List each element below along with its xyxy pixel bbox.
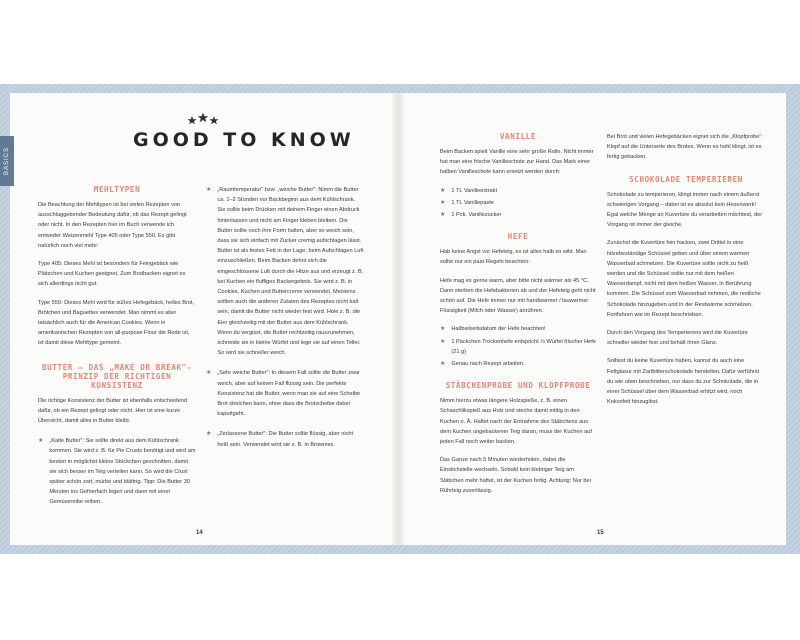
schokolade-paragraph: Zunächst die Kuvertüre fein hacken, zwei Drittel in eine hitzebeständige Schüssel geben und über einem warmen Wasserbad schmelzen. Die Kuvertüre sollte nicht zu heiß werden und die Schüssel sollte nur mit dem heißen Wasserdampf, nicht mit dem heißen Wasser, in Berührung kommen. Die Schüssel vom Wasserbad nehmen, die restliche Schokolade hinzugeben und in der Restwärme schmelzen. Fortfahren wie im Rezept beschrieben. — [607, 240, 761, 318]
star-bullet-icon: ★ — [440, 199, 446, 206]
list-item — [206, 429, 364, 449]
star-bullet-icon: ★ — [38, 438, 44, 445]
schokolade-paragraph: Durch den Vorgang des Temperierens wird die Kuvertüre schneller wieder fest und behält ihren Glanz. — [607, 330, 748, 347]
mehltypen-paragraph: Type 550: Dieses Mehl wird für süßes Hefegebäck, helles Brot, Brötchen und Baguettes verwendet. Man nimmt es aber tatsächlich auch für die American Cookies. Wenn in amerikanischen Rezepten von all-purpose Flour die Rede ist, ist damit diese Mehltype gemeint. — [38, 299, 195, 347]
page-title: GOOD TO KNOW — [133, 129, 355, 151]
side-tab-label: BASICS — [4, 146, 11, 176]
butter-intro: Die richtige Konsistenz der Butter ist ebenfalls entscheidend dafür, ob ein Rezept gelingt oder nicht. Hier ist eine kurze Übersicht, damit alles in Butter bleibt. — [38, 397, 187, 425]
staebchenprobe-paragraph: Das Ganze nach 5 Minuten wiederholen, dabei die Einstichstelle wechseln. Sobald kein klebriger Teig am Stäbchen mehr haftet, ist der Kuchen fertig. Achtung: Nur bei Rührteig zuverlässig. — [440, 457, 591, 494]
list-item — [38, 436, 196, 507]
star-bullet-icon: ★ — [440, 187, 446, 194]
list-item: ★ Genau nach Rezept arbeiten. — [440, 359, 596, 369]
stars-icon — [187, 112, 219, 126]
vanille-paragraph: Beim Backen spielt Vanille eine sehr große Rolle. Nicht immer hat man eine frische Vanilleschote zur Hand. Das Mark einer halben Vanilleschote kann ersetzt werden durch: — [440, 149, 594, 176]
staebchenprobe-heading: STÄBCHENPROBE UND KLOPFPROBE — [445, 381, 591, 391]
mehltypen-paragraph: Type 405: Dieses Mehl ist besonders für Feingebäck wie Plätzchen und Kuchen geeignet. Zum Brotbacken eignet es sich allerdings nicht gut. — [38, 261, 186, 288]
hefe-heading: HEFE — [507, 232, 529, 242]
raumtemperatur-text: „Raumtemperatur" bzw. „weiche Butter": Nimm die Butter ca. 1–2 Stunden vor Backbeginn aus dem Kühlschrank. Sie sollte beim Drücken mit deinem Finger einen Abdruck hinterlassen und nicht am Finger kleben bleiben. Die Butter sollte noch ihre Form halten, aber so weich sein, dass sie sich einfach mit Zucker cremig aufschlagen lässt. Butter ist als festes Fett in der Lage, beim Aufschlagen Luft einzuschließen. Beim Backen dehnt sich die eingeschlossene Luft durch die Hitze aus und erzeugt z. B. bei Kuchen ein fluffiges Backergebnis. Sie wird z. B. in Cookies, Kuchen und Buttercreme verwendet. Meistens sollten auch die anderen Zutaten des Rezeptes nicht kalt sein, damit die Butter nicht wieder fest wird. Hole z. B. die Eier gleichzeitig mit der Butter aus dem Kühlschrank. Wenn du vergisst, die Butter rechtzeitig rauszunehmen, schneide sie in kleine Würfel und lege sie auf einen Teller. So wird sie schneller weich. — [217, 187, 364, 357]
left-column-2 — [206, 185, 364, 450]
mehltypen-paragraph: Die Beachtung der Mehltypen ist bei vielen Rezepten von ausschlaggebender Bedeutung dafür, ob das Rezept gelingt oder nicht. In den Rezepten hier im Buch verwende ich entweder Weizenmehl Type 405 oder Type 550. Es gibt natürlich noch viel mehr: — [38, 202, 187, 249]
star-bullet-icon: ★ — [440, 361, 446, 368]
list-item — [206, 368, 364, 419]
side-tab — [0, 136, 14, 186]
list-item: ★ 1 Pck. Vanillezucker — [440, 210, 596, 220]
staebchenprobe-paragraph: Nimm hierzu etwas längere Holzspieße, z. B. einen Schaschlikspieß aus Holz und steche damit mittig in den Kuchen o. Ä. Haftet nach der Entnahme des Stäbchens aus dem Kuchen ungebackener Teig daran, muss der Kuchen auf jeden Fall noch weiter backen. — [440, 398, 592, 446]
vanille-list — [440, 186, 596, 221]
klopfprobe-paragraph: Bei Brot und vielen Hefegebäcken eignet sich die „Klopfprobe": Klopf auf die Unterseite des Brotes. Wenn es hohl klingt, ist es fertig gebacken. — [607, 134, 763, 161]
schokolade-paragraph: Schokolade zu temperieren, klingt immer nach einem äußerst schwierigen Vorgang – dabei ist es absolut kein Hexenwerk! Egal welche Menge an Kuvertüre du verarbeiten möchtest, der Vorgang ist immer der gleiche. — [607, 191, 763, 229]
vanille-heading: VANILLE — [499, 132, 537, 141]
star-bullet-icon: ★ — [206, 370, 212, 377]
hefe-paragraph: Hab keine Angst vor Hefeteig, es ist alles halb so wild. Man sollte nur ein paar Regeln beachten: — [440, 249, 587, 266]
list-item: ★ 1 TL Vanillepaste — [440, 198, 596, 208]
right-column-1 — [440, 132, 596, 496]
page-number-right: 15 — [597, 530, 604, 536]
mehltypen-heading: MEHLTYPEN — [93, 185, 141, 194]
schokolade-heading: SCHOKOLADE TEMPERIEREN — [629, 174, 743, 184]
left-column-1 — [38, 185, 196, 508]
list-item: ★ 1 TL Vanilleextrakt — [440, 186, 596, 196]
star-bullet-icon: ★ — [440, 338, 446, 345]
star-bullet-icon: ★ — [206, 431, 212, 438]
sehr-weiche-text: „Sehr weiche Butter": In diesem Fall sollte die Butter zwar weich, aber auf keinen Fall flüssig sein. Die perfekte Konsistenz hat die Butter, wenn man sie auf eine Scheibe Brot streichen kann, ohne dass die Brotscheibe dabei kaputtgeht. — [217, 370, 361, 418]
star-bullet-icon: ★ — [440, 212, 446, 219]
star-bullet-icon: ★ — [440, 326, 446, 333]
kalte-butter-text: „Kalte Butter": Sie sollte direkt aus dem Kühlschrank kommen. Sie wird z. B. für Pie Crusts benötigt und wird am besten in möglichst kleine Stückchen geschnitten, damit sie sich besser im Teig verteilen kann. So wird die Crust später schön zart, mürbe und blättrig. Tipp: Die Butter 30 Minuten ins Gefrierfach legen und dann mit einer Gemüsereibe reiben. — [49, 438, 196, 506]
star-bullet-icon: ★ — [206, 187, 212, 193]
book-gutter — [392, 93, 404, 545]
right-column-2 — [607, 132, 765, 407]
list-item: ★ 1 Päckchen Trockenhefe entspricht ½ Würfel frischer Hefe (21 g) — [440, 337, 596, 357]
schokolade-paragraph: Solltest du keine Kuvertüre haben, kannst du auch eine Fettglasur mit Zartbitterschokolade herstellen. Dafür verführst du wie oben beschrieben, nur dass du zur Schokolade, die in einer Schüssel über dem Wasserbad erhitzt wird, noch Kokosfett hinzugibst. — [607, 358, 760, 406]
butter-heading: BUTTER – DAS „MAKE OR BREAK"-PRINZIP DER RICHTIGEN KONSISTENZ — [42, 362, 192, 390]
list-item: ★ Haltbarkeitsdatum der Hefe beachten! — [440, 324, 596, 334]
hefe-list — [440, 324, 596, 369]
hefe-paragraph: Hefe mag es gerne warm, aber bitte nicht wärmer als 45 °C. Dann sterben die Hefebakterien ab und der Hefeteig geht nicht schön auf. Die Hefe immer nur mit handwarmer / lauwarmer Flüssigkeit (Milch oder Wasser) anrühren. — [440, 277, 596, 315]
list-item — [206, 185, 364, 358]
page-number-left: 14 — [196, 530, 203, 536]
zerlassene-text: „Zerlassene Butter": Die Butter sollte flüssig, aber nicht heiß sein. Verwendet wird sie z. B. in Brownies. — [217, 431, 354, 448]
